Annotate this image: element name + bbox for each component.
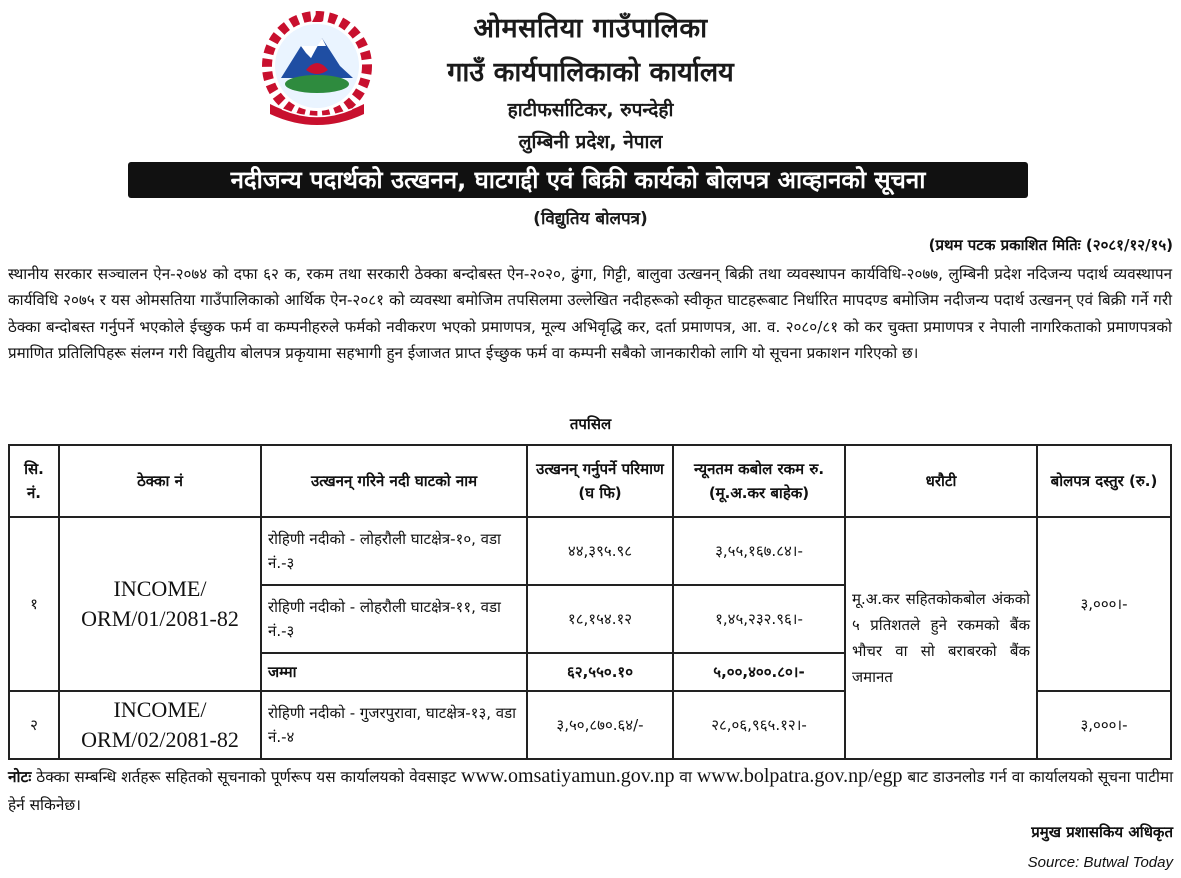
header-quantity: उत्खनन् गर्नुपर्ने परिमाण (घ फि) [527, 445, 673, 517]
row-sn: १ [9, 517, 59, 691]
note-label: नोटः [8, 768, 32, 786]
row-min-bid: ३,५५,१६७.८४।- [673, 517, 845, 585]
tender-table [8, 444, 1172, 760]
row-river: रोहिणी नदीको - गुजरपुरावा, घाटक्षेत्र-१३, वडा नं.-४ [261, 691, 527, 759]
note-paragraph [8, 762, 1174, 819]
row-contract: INCOME/ ORM/01/2081-82 [59, 517, 261, 691]
row-min-bid: १,४५,२३२.९६।- [673, 585, 845, 653]
row-sn: २ [9, 691, 59, 759]
website-link-omsatiya[interactable]: www.omsatiyamun.gov.np [461, 765, 675, 787]
municipality-name: ओमसतिया गाउँपालिका [473, 13, 708, 44]
website-link-bolpatra[interactable]: www.bolpatra.gov.np/egp [696, 765, 903, 787]
office-name: गाउँ कार्यपालिकाको कार्यालय [447, 57, 734, 88]
row-river: रोहिणी नदीको - लोहरौली घाटक्षेत्र-११, वडा नं.-३ [261, 585, 527, 653]
header-deposit: धरौटी [845, 445, 1037, 517]
row-min-bid: २८,०६,९६५.१२।- [673, 691, 845, 759]
body-paragraph: स्थानीय सरकार सञ्चालन ऐन-२०७४ को दफा ६२ क, रकम तथा सरकारी ठेक्का बन्दोबस्त ऐन-२०२०, ढुंगा, गिट्टी, बालुवा उत्खनन् बिक्री तथा व्यवस्थापन कार्यविधि-२०७७, लुम्बिनी प्रदेश नदिजन्य पदार्थ व्यवस्थापन कार्यविधि २०७५ र यस ओमसतिया गाउँपालिकाको आर्थिक ऐन-२०८१ को व्यवस्था बमोजिम तपसिलमा उल्लेखित नदीहरूको स्वीकृत घाटहरूबाट निर्धारित मापदण्ड बमोजिम नदीजन्य पदार्थ उत्खनन् एवं बिक्री गर्ने गरी ठेक्का बन्दोबस्त गर्नुपर्ने भएकोले ईच्छुक फर्म वा कम्पनीहरुले फर्मको नवीकरण भएको प्रमाणपत्र, मूल्य अभिवृद्धि कर, दर्ता प्रमाणपत्र, आ. व. २०८०/८१ को कर चुक्ता प्रमाणपत्र र नेपाली नागरिकताको प्रमाणपत्रको प्रमाणित प्रतिलिपिहरू संलग्न गरी विद्युतीय बोलपत्र प्रकृयामा सहभागी हुन ईजाजत प्राप्त ईच्छुक फर्म वा कम्पनी सबैको जानकारीको लागि यो सूचना प्रकाशन गरिएको छ। [8, 265, 1172, 363]
total-label: जम्मा [261, 653, 527, 691]
row-quantity: १८,१५४.१२ [527, 585, 673, 653]
row-river: रोहिणी नदीको - लोहरौली घाटक्षेत्र-१०, वडा नं.-३ [261, 517, 527, 585]
row-quantity: ४४,३९५.९८ [527, 517, 673, 585]
total-quantity: ६२,५५०.१० [527, 653, 673, 691]
notice-subtitle: (विद्युतिय बोलपत्र) [533, 209, 648, 229]
source-credit: Source: Butwal Today [1027, 854, 1173, 871]
header-min-bid: न्यूनतम कबोल रकम रु. (मू.अ.कर बाहेक) [673, 445, 845, 517]
header-contract: ठेक्का नं [59, 445, 261, 517]
notice-title: नदीजन्य पदार्थको उत्खनन, घाटगद्दी एवं बिक्री कार्यको बोलपत्र आव्हानको सूचना [128, 162, 1028, 198]
note-text-end: बाट डाउनलोड गर्न वा कार्यालयको सूचना पाटीमा हेर्न सकिनेछ। [8, 768, 1174, 814]
note-or: वा [674, 768, 697, 786]
office-address: हाटीफर्साटिकर, रुपन्देही [507, 99, 674, 121]
row-quantity: ३,५०,८७०.६४/- [527, 691, 673, 759]
province-country: लुम्बिनी प्रदेश, नेपाल [518, 131, 663, 153]
note-text: ठेक्का सम्बन्धि शर्तहरू सहितको सूचनाको पूर्णरूप यस कार्यालयको वेवसाइट [31, 768, 461, 786]
total-min-bid: ५,००,४००.८०।- [673, 653, 845, 691]
header-river: उत्खनन् गरिने नदी घाटको नाम [261, 445, 527, 517]
row-contract: INCOME/ ORM/02/2081-82 [59, 691, 261, 759]
schedule-heading: तपसिल [569, 415, 612, 433]
row-fee: ३,०००।- [1037, 691, 1171, 759]
row-fee: ३,०००।- [1037, 517, 1171, 691]
header-sn: सि. नं. [9, 445, 59, 517]
table-header-row [9, 445, 1171, 517]
deposit-text: मू.अ.कर सहितकोकबोल अंकको ५ प्रतिशतले हुने रकमको बैंक भौचर वा सो बराबरको बैंक जमानत [845, 517, 1037, 759]
signature-title: प्रमुख प्रशासकिय अधिकृत [1031, 823, 1173, 841]
publish-date: (प्रथम पटक प्रकाशित मितिः (२०८१/१२/१५) [928, 236, 1173, 254]
table-row [9, 517, 1171, 585]
header-fee: बोलपत्र दस्तुर (रु.) [1037, 445, 1171, 517]
